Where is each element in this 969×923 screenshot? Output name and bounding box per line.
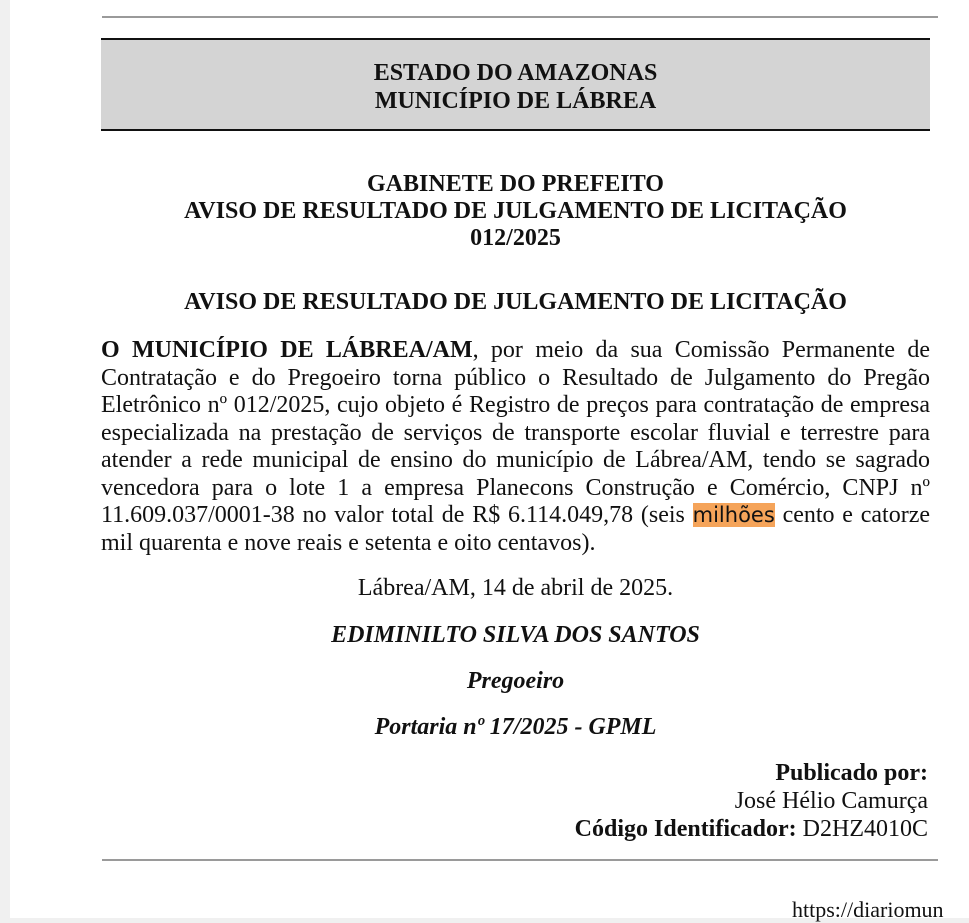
body-lead: O MUNICÍPIO DE LÁBREA/AM — [101, 337, 473, 363]
notice-title: AVISO DE RESULTADO DE JULGAMENTO DE LICITAÇÃO — [184, 289, 847, 315]
top-divider — [102, 16, 938, 18]
publication-info — [575, 759, 928, 843]
bottom-divider — [102, 859, 938, 861]
signer-name: EDIMINILTO SILVA DOS SANTOS — [331, 622, 700, 648]
notice-heading: AVISO DE RESULTADO DE JULGAMENTO DE LICITAÇÃO — [184, 198, 847, 224]
signer-role: Pregoeiro — [466, 668, 565, 694]
search-highlight: milhões — [692, 503, 775, 527]
signer-portaria: Portaria nº 17/2025 - GPML — [374, 714, 657, 740]
office-name: GABINETE DO PREFEITO — [367, 171, 664, 197]
code-value: D2HZ4010C — [802, 816, 928, 842]
publisher-name: José Hélio Camurça — [734, 788, 928, 814]
document-page — [10, 0, 969, 922]
state-header — [101, 38, 930, 131]
office-block — [101, 171, 930, 252]
state-name: ESTADO DO AMAZONAS — [373, 60, 658, 86]
notice-number: 012/2025 — [470, 225, 561, 251]
municipality-name: MUNICÍPIO DE LÁBREA — [374, 88, 657, 114]
footer-url[interactable]: https://diariomun — [792, 897, 944, 922]
body-text-part1: , por meio da sua Comissão Permanente de Contratação e do Pregoeiro torna público o Resultado de Julgamento do Pregão Eletrônico nº 012/2025, cujo objeto é Registro de preços para contratação de empresa especializada na prestação de serviços de transporte escolar fluvial e terrestre para atender a rede municipal de ensino do município de Lábrea/AM, tendo se sagrado vencedora para o lote 1 a empresa Planecons Construção e Comércio, CNPJ nº 11.609.037/0001-38 no valor total de R$ 6.114.049,78 (seis — [101, 337, 930, 528]
body-text-part2: cento e catorze mil quarenta e nove reais e setenta e oito centavos). — [101, 502, 930, 556]
code-label: Código Identificador: — [574, 816, 797, 842]
place-date: Lábrea/AM, 14 de abril de 2025. — [357, 575, 674, 601]
notice-body — [101, 337, 930, 557]
published-by-label: Publicado por: — [775, 760, 928, 786]
